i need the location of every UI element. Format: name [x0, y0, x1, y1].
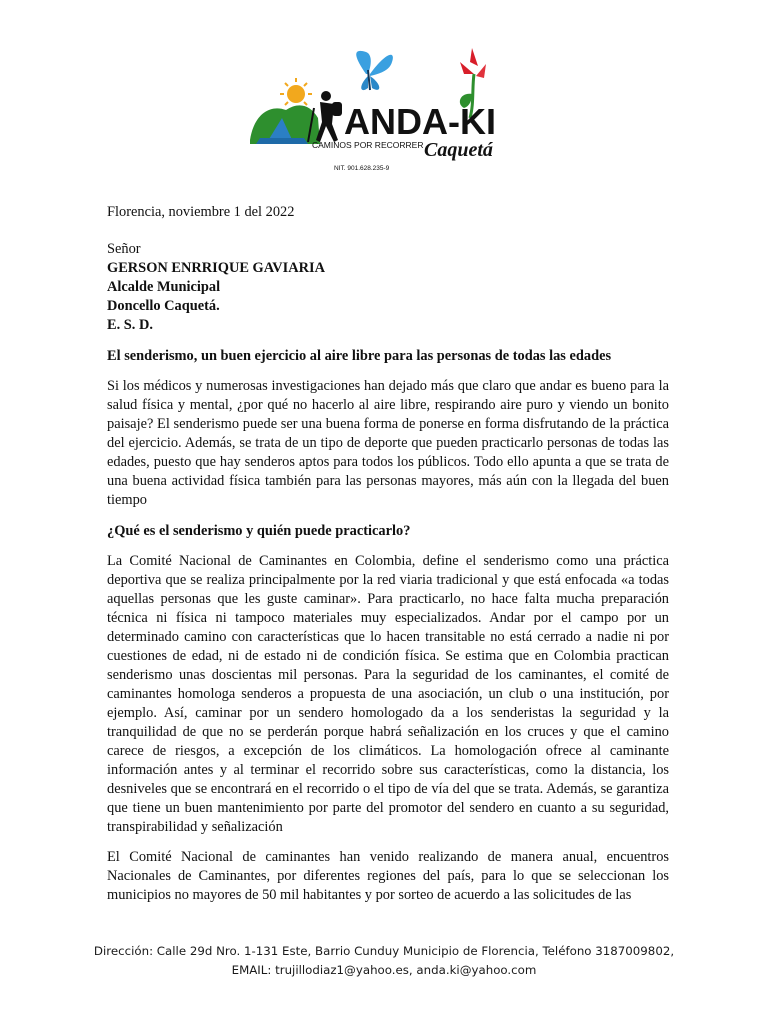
logo-brand-text: ANDA-KI	[344, 101, 496, 142]
footer-email: EMAIL: trujillodiaz1@yahoo.es, anda.ki@yahoo.com	[231, 963, 537, 977]
company-logo	[248, 44, 512, 180]
salutation: Señor	[107, 241, 141, 257]
sun-icon	[280, 78, 312, 110]
recipient-title: Alcalde Municipal	[107, 279, 221, 295]
addressee-block	[107, 240, 669, 335]
paragraph-3: El Comité Nacional de caminantes han venido realizando de manera anual, encuentros Nacionales de Caminantes, por diferentes regiones del país, para lo que se seleccionan los municipios no mayores de 50 mil habitantes y por sorteo de acuerdo a las solicitudes de las	[107, 849, 669, 903]
letter-date: Florencia, noviembre 1 del 2022	[107, 204, 295, 220]
letter-footer	[0, 942, 768, 980]
butterfly-icon	[356, 51, 393, 90]
logo-slogan-text: CAMINOS POR RECORRER	[312, 140, 424, 150]
paragraph-1: Si los médicos y numerosas investigaciones han dejado más que claro que andar es bueno para la salud física y mental, ¿por qué no hacerlo al aire libre, respirando aire puro y viendo un bonito paisaje? El senderismo puede ser una buena forma de ponerse en forma disfrutando de la práctica del ejercicio. Además, se trata de un tipo de deporte que pueden practicarlo personas de todas las edades, puesto que hay senderos aptos para todos los públicos. Todo ello apunta a que se trata de una buena actividad física también para las personas mayores, más aún con la llegada del buen tiempo	[107, 378, 669, 508]
logo-region-text: Caquetá	[424, 139, 493, 161]
recipient-name: GERSON ENRRIQUE GAVIARIA	[107, 260, 326, 276]
letter-body	[107, 203, 669, 916]
recipient-abbreviation: E. S. D.	[107, 317, 153, 333]
section-heading: ¿Qué es el senderismo y quién puede practicarlo?	[107, 523, 411, 539]
letter-subject: El senderismo, un buen ejercicio al aire libre para las personas de todas las edades	[107, 348, 612, 364]
recipient-place: Doncello Caquetá.	[107, 298, 220, 314]
logo-nit-text: NIT. 901.628.235-9	[334, 165, 390, 172]
footer-address: Dirección: Calle 29d Nro. 1-131 Este, Barrio Cunduy Municipio de Florencia, Teléfono 3187009802,	[93, 944, 675, 958]
paragraph-2: La Comité Nacional de Caminantes en Colombia, define el senderismo como una práctica deportiva que se realiza principalmente por la red viaria tradicional y que está enfocada «a todas aquellas personas que les guste caminar». Para practicarlo, no hace falta mucha preparación técnica ni física ni tampoco materiales muy especializados. Andar por el campo por un determinado camino con características que lo hacen transitable no está cerrado a nadie ni por cuestiones de edad, ni de estado ni de condición física. Se estima que en Colombia practican senderismo unas doscientas mil personas. Para la seguridad de los caminantes, el comité de caminantes homologa senderos a propuesta de una asociación, un club o una institución, por ejemplo. Así, caminar por un sendero homologado da a los senderistas la seguridad y la tranquilidad de que no se perderán porque habrá señalización en los cruces y que el camino carece de riesgos, a excepción de los climáticos. La homologación ofrece al caminante información antes y al terminar el recorrido sobre sus características, como la distancia, los desniveles que se encontrará en el recorrido o el tipo de vía del que se trata. Además, se garantiza que tiene un buen mantenimiento por parte del promotor del sendero en cuanto a su seguridad, transpirabilidad y señalización	[107, 553, 669, 835]
